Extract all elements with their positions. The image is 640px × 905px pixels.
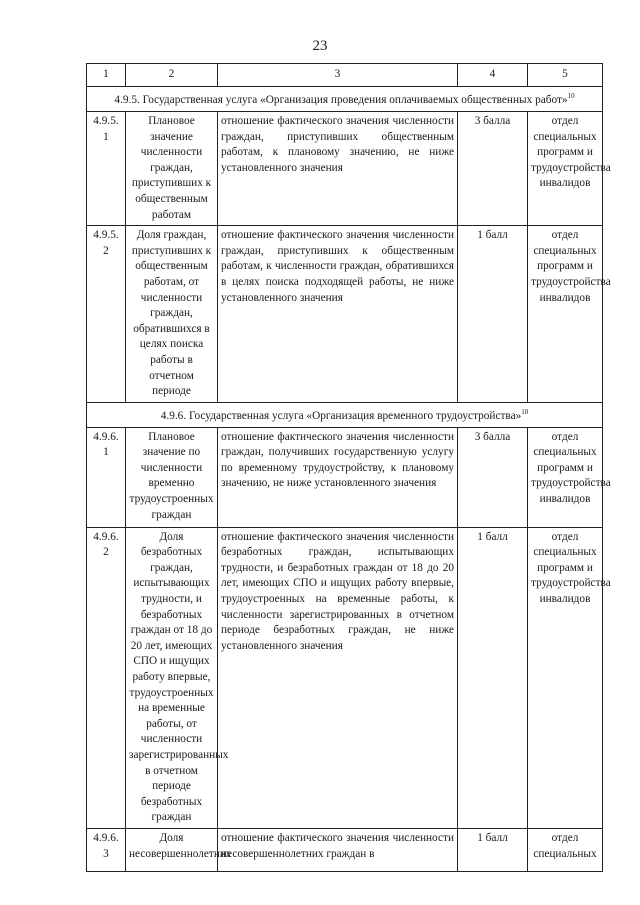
score-cell: 3 балла bbox=[458, 427, 528, 527]
section-title-cell bbox=[87, 402, 603, 427]
row-number: 4.9.6. 2 bbox=[87, 527, 126, 828]
section-title: 4.9.6. Государственная услуга «Организация временного трудоустройства» bbox=[160, 409, 522, 422]
criterion-cell: Доля граждан, приступивших к общественным работам, от численности граждан, обратившихся в целях поиска работы в отчетном периоде bbox=[126, 226, 218, 403]
table-row bbox=[87, 828, 603, 871]
column-header: 4 bbox=[458, 64, 528, 87]
section-title-cell bbox=[87, 87, 603, 112]
section-row bbox=[87, 87, 603, 112]
page-number: 23 bbox=[312, 38, 328, 54]
row-number: 4.9.6. 3 bbox=[87, 828, 126, 871]
criterion-cell: Доля несовершеннолетних bbox=[126, 828, 218, 871]
criterion-cell: Плановое значение по численности временно трудоустроенных граждан bbox=[126, 427, 218, 527]
table-header-row bbox=[87, 64, 603, 87]
row-number: 4.9.6. 1 bbox=[87, 427, 126, 527]
responsible-cell: отдел специальных программ и трудоустройства инвалидов bbox=[528, 427, 603, 527]
description-cell: отношение фактического значения численности несовершеннолетних граждан в bbox=[218, 828, 458, 871]
row-number: 4.9.5. 2 bbox=[87, 226, 126, 403]
footnote-marker: 10 bbox=[521, 407, 529, 416]
description-cell: отношение фактического значения численности граждан, приступивших общественным работам, к плановому значению, не ниже установленного значения bbox=[218, 112, 458, 226]
responsible-cell: отдел специальных программ и трудоустройства инвалидов bbox=[528, 527, 603, 828]
section-row bbox=[87, 402, 603, 427]
criteria-table bbox=[86, 63, 611, 872]
section-title: 4.9.5. Государственная услуга «Организация проведения оплачиваемых общественных работ» bbox=[114, 93, 568, 106]
description-cell: отношение фактического значения численности граждан, приступивших к общественным работам, к численности граждан, обратившихся в целях поиска подходящей работы, не ниже установленного значения bbox=[218, 226, 458, 403]
column-header: 5 bbox=[528, 64, 603, 87]
responsible-cell: отдел специальных программ и трудоустройства инвалидов bbox=[528, 112, 603, 226]
responsible-cell: отдел специальных программ и трудоустройства инвалидов bbox=[528, 226, 603, 403]
responsible-cell: отдел специальных bbox=[528, 828, 603, 871]
criterion-cell: Плановое значение численности граждан, приступивших к общественным работам bbox=[126, 112, 218, 226]
criterion-cell: Доля безработных граждан, испытывающих трудности, и безработных граждан от 18 до 20 лет, имеющих СПО и ищущих работу впервые, трудоустроенных на временные работы, от численности зарегистрированных в отчетном периоде безработных граждан bbox=[126, 527, 218, 828]
footnote-marker: 10 bbox=[567, 92, 575, 100]
score-cell: 1 балл bbox=[458, 226, 528, 403]
score-cell: 1 балл bbox=[458, 828, 528, 871]
score-cell: 1 балл bbox=[458, 527, 528, 828]
table-row bbox=[87, 427, 603, 527]
score-cell: 3 балла bbox=[458, 112, 528, 226]
description-cell: отношение фактического значения численности безработных граждан, испытывающих трудности, и безработных граждан от 18 до 20 лет, имеющих СПО и ищущих работу впервые, трудоустроенных на временные работы, к численности зарегистрированных в отчетном периоде безработных граждан, не ниже установленного значения bbox=[218, 527, 458, 828]
row-number: 4.9.5. 1 bbox=[87, 112, 126, 226]
column-header: 2 bbox=[126, 64, 218, 87]
table-row bbox=[87, 226, 603, 403]
column-header: 1 bbox=[87, 64, 126, 87]
description-cell: отношение фактического значения численности граждан, получивших государственную услугу по временному трудоустройству, к плановому значению, не ниже установленного значения bbox=[218, 427, 458, 527]
table-row bbox=[87, 527, 603, 828]
table-row bbox=[87, 112, 603, 226]
column-header: 3 bbox=[218, 64, 458, 87]
